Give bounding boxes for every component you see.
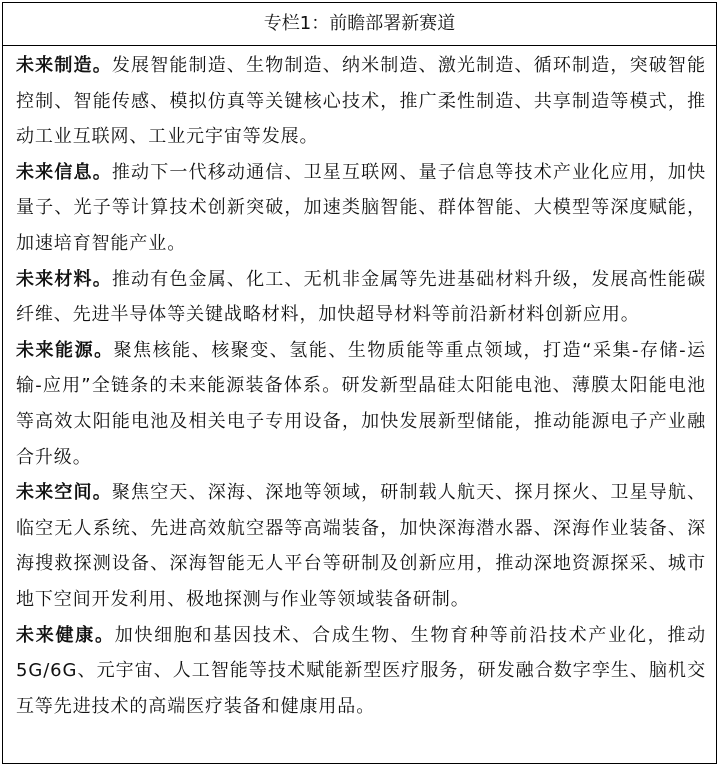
section-body: 聚焦空天、深海、深地等领域，研制载人航天、探月探火、卫星导航、临空无人系统、先进高效航空器等高端装备，加快深海潜水器、深海作业装备、深海搜救探测设备、深海智能无人平台等研制及创新应用，推动深地资源探采、城市地下空间开发利用、极地探测与作业等领域装备研制。	[16, 482, 706, 610]
section-information	[16, 155, 706, 262]
column-title: 专栏1：前瞻部署新赛道	[3, 3, 716, 46]
section-heading: 未来制造。	[16, 55, 112, 76]
section-body: 推动下一代移动通信、卫星互联网、量子信息等技术产业化应用，加快量子、光子等计算技术创新突破，加速类脑智能、群体智能、大模型等深度赋能，加速培育智能产业。	[16, 161, 706, 254]
section-body: 加快细胞和基因技术、合成生物、生物育种等前沿技术产业化，推动5G/6G、元宇宙、人工智能等技术赋能新型医疗服务，研发融合数字孪生、脑机交互等先进技术的高端医疗装备和健康用品。	[16, 624, 707, 717]
column-box	[2, 2, 717, 764]
section-body: 聚焦核能、核聚变、氢能、生物质能等重点领域，打造“采集-存储-运输-应用”全链条的未来能源装备体系。研发新型晶硅太阳能电池、薄膜太阳能电池等高效太阳能电池及相关电子专用设备，加快发展新型储能，推动能源电子产业融合升级。	[16, 339, 706, 468]
section-energy	[16, 333, 706, 475]
column-content	[3, 46, 716, 724]
section-heading: 未来信息。	[16, 161, 112, 183]
section-materials	[16, 262, 706, 333]
section-heading: 未来健康。	[16, 624, 115, 646]
section-health	[16, 618, 706, 725]
section-space	[16, 475, 706, 617]
section-body: 推动有色金属、化工、无机非金属等先进基础材料升级，发展高性能碳纤维、先进半导体等关键战略材料，加快超导材料等前沿新材料创新应用。	[16, 268, 706, 326]
section-body: 发展智能制造、生物制造、纳米制造、激光制造、循环制造，突破智能控制、智能传感、模拟仿真等关键核心技术，推广柔性制造、共享制造等模式，推动工业互联网、工业元宇宙等发展。	[16, 55, 706, 148]
section-manufacturing	[16, 48, 706, 155]
section-heading: 未来材料。	[16, 268, 112, 290]
section-heading: 未来能源。	[16, 339, 114, 361]
section-heading: 未来空间。	[16, 482, 112, 504]
